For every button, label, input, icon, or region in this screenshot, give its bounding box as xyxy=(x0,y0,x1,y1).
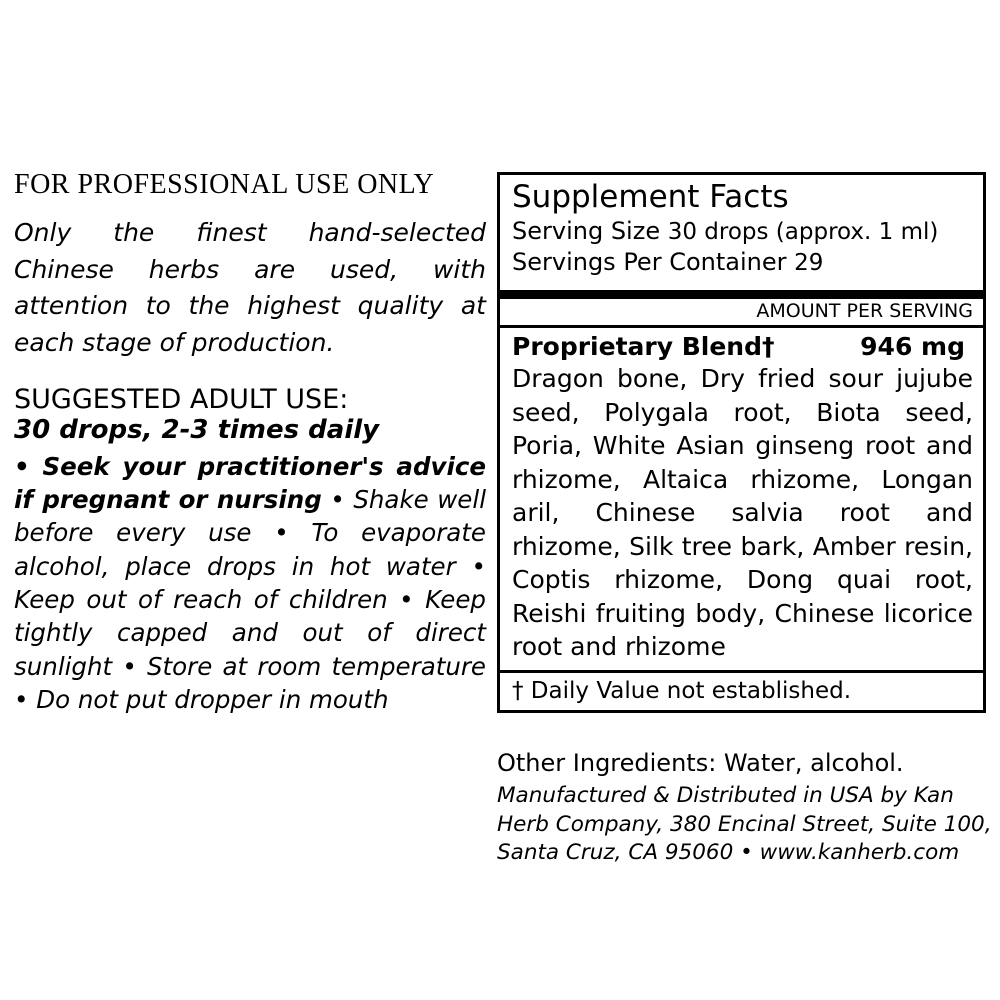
suggested-use-heading: SUGGESTED ADULT USE: xyxy=(14,383,349,415)
supplement-facts-header xyxy=(500,175,983,283)
dose-text: 30 drops, 2-3 times daily xyxy=(14,414,380,445)
servings-per-container-label: Servings Per Container xyxy=(512,248,787,277)
manufacturer-line-1: Manufactured & Distributed in USA by Kan xyxy=(497,783,954,808)
daily-value-note: † Daily Value not established. xyxy=(512,677,852,704)
proprietary-blend-name: Proprietary Blend† xyxy=(512,332,775,362)
proprietary-blend-amount: 946 mg xyxy=(860,332,965,362)
directions-warning: • Seek your practitioner's advice if pregnant or nursing xyxy=(14,451,486,515)
servings-per-container-value: 29 xyxy=(794,250,824,277)
serving-size-value: 30 drops (approx. 1 ml) xyxy=(667,218,939,245)
manufacturer-info xyxy=(497,782,992,868)
serving-size-label: Serving Size xyxy=(512,216,661,245)
divider-thick-top xyxy=(500,290,983,299)
supplement-facts-panel xyxy=(497,172,986,713)
amount-per-serving-label: AMOUNT PER SERVING xyxy=(756,300,973,323)
manufacturer-line-3: Santa Cruz, CA 95060 • www.kanherb.com xyxy=(497,840,960,866)
serving-size-row xyxy=(512,216,973,248)
directions-rest: • Shake well before every use • To evaporate alcohol, place drops in hot water • Keep out of reach of children • Keep tightly capped and out of direct sunlight • Store at room temperature • Do not put dropper in mouth xyxy=(14,485,486,714)
professional-use-heading: FOR PROFESSIONAL USE ONLY xyxy=(14,169,435,200)
left-column xyxy=(14,170,486,716)
proprietary-blend-ingredients: Dragon bone, Dry fried sour jujube seed, Polygala root, Biota seed, Poria, White Asian ginseng root and rhizome, Altaica rhizome, Longan aril, Chinese salvia root and rhizome, Silk tree bark, Amber resin, Coptis rhizome, Dong quai root, Reishi fruiting body, Chinese licorice root and rhizome xyxy=(512,364,973,662)
supplement-facts-title: Supplement Facts xyxy=(512,179,789,215)
manufacturer-line-2: Herb Company, 380 Encinal Street, Suite 100, xyxy=(497,811,992,837)
servings-per-container-row xyxy=(512,247,973,279)
directions-paragraph xyxy=(14,450,486,717)
proprietary-blend-row xyxy=(500,328,983,362)
other-ingredients: Other Ingredients: Water, alcohol. xyxy=(497,749,904,777)
quality-paragraph: Only the finest hand-selected Chinese herbs are used, with attention to the highest quality at each stage of production. xyxy=(14,217,486,358)
